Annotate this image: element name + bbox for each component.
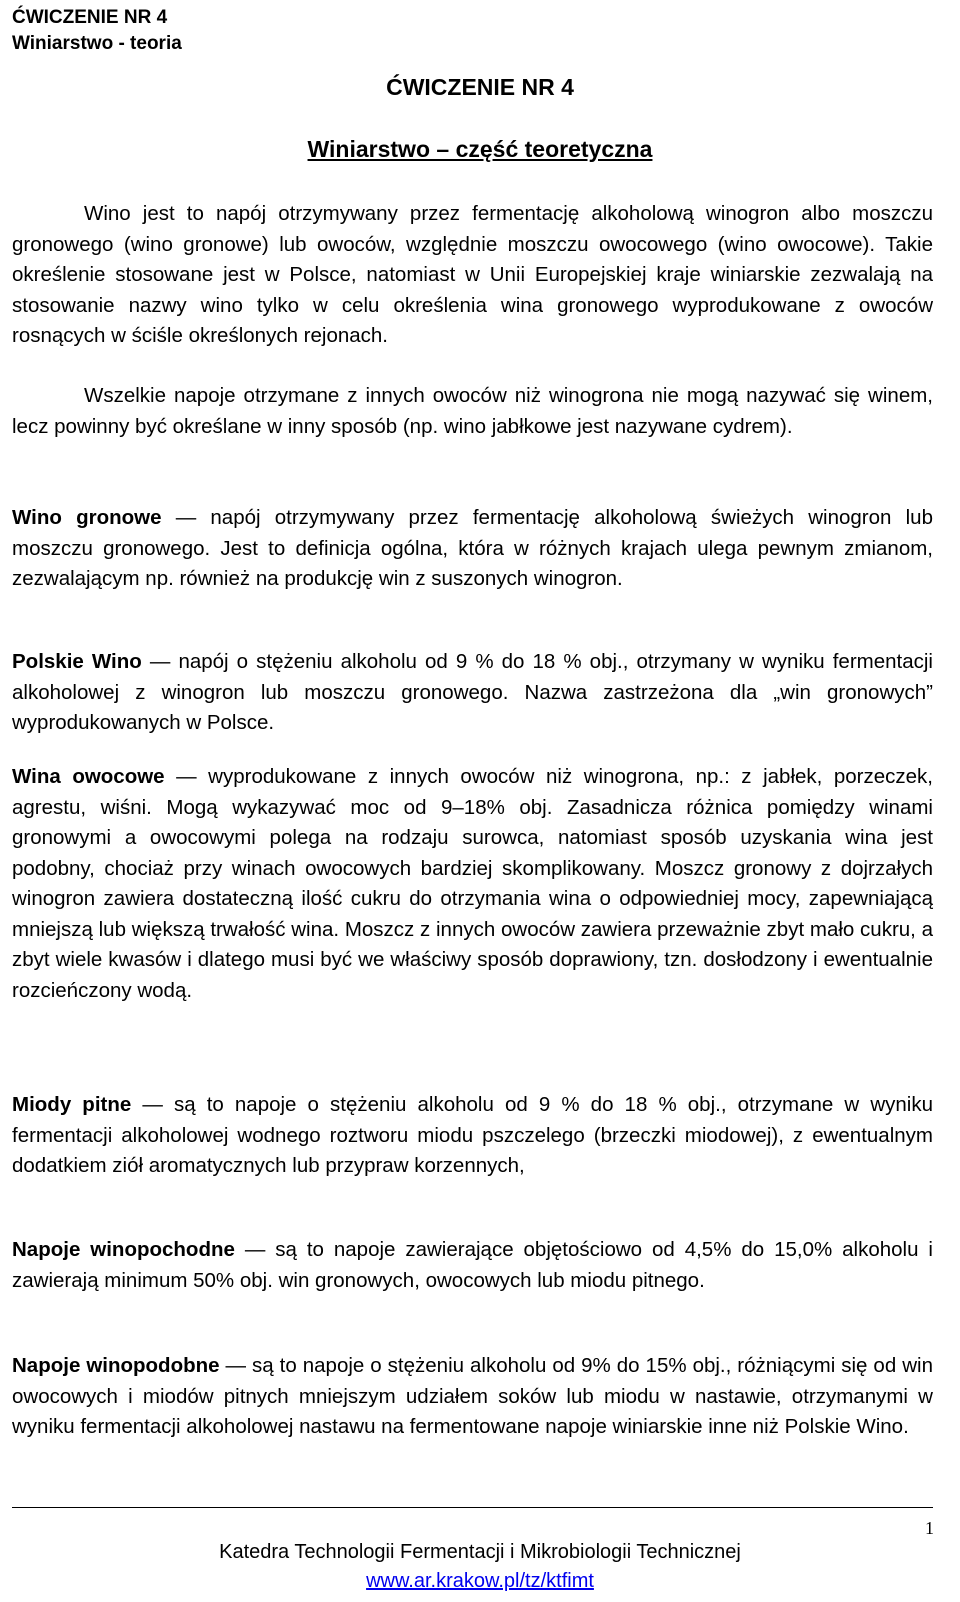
definition-dash: —	[219, 1354, 253, 1377]
definition-miody-pitne	[12, 1090, 933, 1182]
page-title: ĆWICZENIE NR 4	[386, 74, 574, 100]
definition-polskie-wino	[12, 647, 933, 739]
definition-term: Miody pitne	[12, 1093, 132, 1116]
definition-dash: —	[234, 1238, 276, 1261]
definition-text: napój otrzymywany przez fermentację alkoholową świeżych winogron lub moszczu gronowego. Jest to definicja ogólna, która w różnych krajach ulega pewnym zmianom, zezwalającym np. również na produkcję win z suszonych winogron.	[12, 506, 933, 590]
definition-term: Napoje winopodobne	[12, 1354, 220, 1377]
intro-paragraph-2: Wszelkie napoje otrzymane z innych owoców niż winogrona nie mogą nazywać się winem, lecz powinny być określane w inny sposób (np. wino jabłkowe jest nazywane cydrem).	[12, 384, 933, 438]
footer-institution: Katedra Technologii Fermentacji i Mikrobiologii Technicznej	[219, 1541, 741, 1563]
definition-term: Wino gronowe	[12, 506, 162, 529]
page-subtitle-text: Winiarstwo – część teoretyczna	[307, 136, 653, 162]
running-header-title: ĆWICZENIE NR 4	[12, 7, 168, 28]
definition-wino-gronowe	[12, 503, 933, 595]
definition-dash: —	[161, 506, 211, 529]
definition-dash: —	[141, 650, 179, 673]
definition-text: są to napoje o stężeniu alkoholu od 9% do 15% obj., różniącymi się od win owocowych i miodów pitnych mniejszym udziałem soków lub miodu w nastawie, otrzymanymi w wyniku fermentacji alkoholowej nastawu na fermentowane napoje winiarskie inne niż Polskie Wino.	[12, 1354, 933, 1438]
definition-napoje-winopodobne	[12, 1351, 933, 1443]
definition-term: Polskie Wino	[12, 650, 142, 673]
footer-url-line	[0, 1570, 960, 1593]
definition-term: Wina owocowe	[12, 765, 165, 788]
page-number: 1	[925, 1518, 934, 1538]
definition-napoje-winopochodne	[12, 1235, 933, 1296]
definition-text: napój o stężeniu alkoholu od 9 % do 18 % obj., otrzymany w wyniku fermentacji alkoholowej z winogron lub moszczu gronowego. Nazwa zastrzeżona dla „win gronowych” wyprodukowanych w Polsce.	[12, 650, 933, 734]
definition-dash: —	[131, 1093, 174, 1116]
running-header-subtitle: Winiarstwo - teoria	[12, 33, 182, 54]
definition-dash: —	[164, 765, 209, 788]
definition-text: są to napoje o stężeniu alkoholu od 9 % do 18 % obj., otrzymane w wyniku fermentacji alkoholowej wodnego roztworu miodu pszczelego (brzeczki miodowej), z ewentualnym dodatkiem ziół aromatycznych lub przypraw korzennych,	[12, 1093, 933, 1177]
footer-divider	[12, 1507, 933, 1508]
definition-wina-owocowe	[12, 762, 933, 1006]
definition-text: są to napoje zawierające objętościowo od 4,5% do 15,0% alkoholu i zawierają minimum 50% obj. win gronowych, owocowych lub miodu pitnego.	[12, 1238, 933, 1292]
page-subtitle	[0, 136, 960, 163]
definition-text: wyprodukowane z innych owoców niż winogrona, np.: z jabłek, porzeczek, agrestu, wiśni. Mogą wykazywać moc od 9–18% obj. Zasadnicza różnica pomiędzy winami gronowymi a owocowymi polega na rodzaju surowca, natomiast sposób uzyskania wina jest podobny, chociaż przy winach owocowych bardziej skomplikowany. Moszcz gronowy z dojrzałych winogron zawiera dostateczną ilość cukru do otrzymania wina o odpowiedniej mocy, zapewniającą mniejszą lub większą trwałość wina. Moszcz z innych owoców zawiera przeważnie zbyt mało cukru, a zbyt wiele kwasów i dlatego musi być we właściwy sposób doprawiony, tzn. dosłodzony i ewentualnie rozcieńczony wodą.	[12, 765, 934, 1002]
footer-url-link[interactable]: www.ar.krakow.pl/tz/ktfimt	[366, 1570, 594, 1592]
intro-paragraph-1: Wino jest to napój otrzymywany przez fermentację alkoholową winogron albo moszczu gronowego (wino gronowe) lub owoców, względnie moszczu owocowego (wino owocowe). Takie określenie stosowane jest w Polsce, natomiast w Unii Europejskiej kraje winiarskie zezwalają na stosowanie nazwy wino tylko w celu określenia wina gronowego wyprodukowane z owoców rosnących w ściśle określonych rejonach.	[12, 202, 933, 347]
definition-term: Napoje winopochodne	[12, 1238, 235, 1261]
